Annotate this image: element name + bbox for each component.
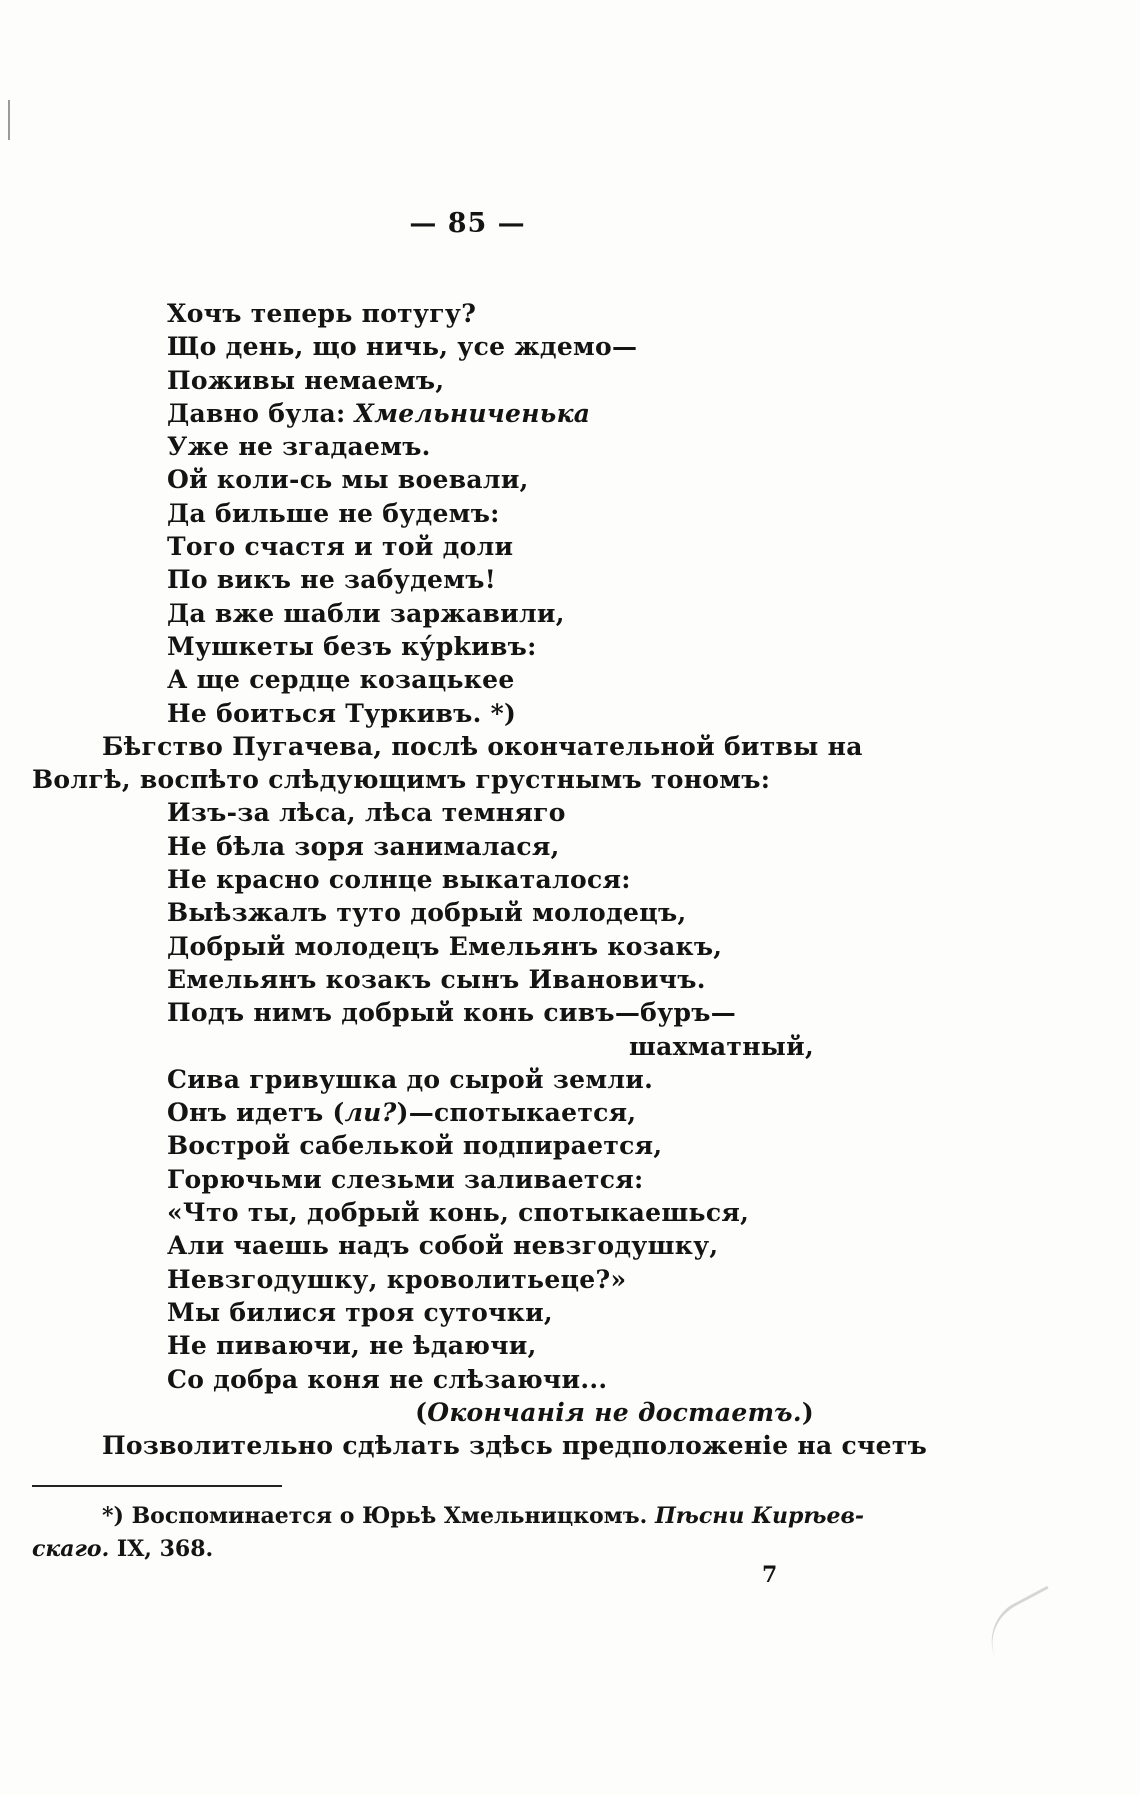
verse-line: Емельянъ козакъ сынъ Ивановичъ. xyxy=(167,964,706,994)
paragraph-line: Бѣгство Пугачева, послѣ окончательной битвы на xyxy=(102,731,863,761)
footnote-italic: скаго. xyxy=(32,1536,110,1562)
verse-line: Поживы немаемъ, xyxy=(167,365,445,395)
footnote-italic: Пѣсни Кирѣев- xyxy=(655,1503,865,1529)
footnote-line xyxy=(32,1533,822,1566)
verse-line: Мы билися троя суточки, xyxy=(167,1297,553,1327)
verse-line-italic: ли? xyxy=(344,1098,397,1128)
signature-mark: 7 xyxy=(762,1562,778,1588)
footnote-rule xyxy=(32,1485,282,1487)
verse-line: Не пиваючи, не ѣдаючи, xyxy=(167,1331,537,1361)
verse-line: Сива гривушка до сырой земли. xyxy=(167,1064,654,1094)
verse-line: Того счастя и той доли xyxy=(167,532,514,562)
footnote-text: IX, 368. xyxy=(109,1536,214,1562)
ending-note-open: ( xyxy=(415,1397,428,1427)
verse-line: Да бильше не будемъ: xyxy=(167,498,500,528)
verse-line: Не боиться Туркивъ. *) xyxy=(167,698,517,728)
page-curl-mark xyxy=(977,1586,1068,1662)
verse-line: Не красно солнце выкаталося: xyxy=(167,865,631,895)
verse-line-prefix: Давно була: xyxy=(167,398,355,428)
verse-line: «Что ты, добрый конь, спотыкаешься, xyxy=(167,1198,750,1228)
verse-line: Горючьми слезьми заливается: xyxy=(167,1164,644,1194)
verse-line: Ой коли-сь мы воевали, xyxy=(167,465,529,495)
verse-line: Вострой сабелькой подпирается, xyxy=(167,1131,663,1161)
verse-line: Мушкеты безъ ку́рkивъ: xyxy=(167,631,537,661)
ending-note xyxy=(32,1396,822,1429)
scan-edge-mark xyxy=(8,100,10,140)
verse-line-prefix: Онъ идетъ ( xyxy=(167,1098,345,1128)
verse-line: А ще сердце козацькее xyxy=(167,665,515,695)
paragraph-line: Позволительно сдѣлать здѣсь предположеніе на счетъ xyxy=(102,1431,928,1461)
page-number: — 85 — xyxy=(409,208,526,239)
verse-line: Не бѣла зоря занималася, xyxy=(167,831,560,861)
verse-line: Добрый молодецъ Емельянъ козакъ, xyxy=(167,931,723,961)
verse-line: Изъ-за лѣса, лѣса темняго xyxy=(167,798,566,828)
verse-line: По викъ не забудемъ! xyxy=(167,565,497,595)
ending-note-italic: Окончанія не достаетъ. xyxy=(427,1397,802,1427)
paragraph-line: Волгѣ, воспѣто слѣдующимъ грустнымъ тономъ: xyxy=(32,765,771,795)
main-text xyxy=(32,297,928,1462)
verse-line: Да вже шабли заржавили, xyxy=(167,598,565,628)
verse-line-italic: Хмельниченька xyxy=(354,398,591,428)
verse-line xyxy=(32,397,822,430)
verse-line xyxy=(32,1096,822,1129)
ending-note-close: ) xyxy=(801,1397,814,1427)
verse-line: Хочъ теперь потугу? xyxy=(167,299,477,328)
verse-line: Со добра коня не слѣзаючи... xyxy=(167,1364,608,1394)
verse-line: Али чаешь надъ собой невзгодушку, xyxy=(167,1231,719,1261)
verse-line: Уже не згадаемъ. xyxy=(167,432,431,462)
verse-line: Невзгодушку, кроволитьеце?» xyxy=(167,1264,627,1294)
footnote xyxy=(32,1500,865,1566)
verse-line: Подъ нимъ добрый конь сивъ—буръ— xyxy=(167,998,737,1028)
footnote-text: *) Воспоминается о Юрьѣ Хмельницкомъ. xyxy=(102,1503,655,1529)
verse-line: Выѣзжалъ туто добрый молодецъ, xyxy=(167,898,687,928)
verse-line-continuation: шахматный, xyxy=(629,1031,814,1061)
verse-line: Що день, що ничь, усе ждемо— xyxy=(167,332,638,362)
verse-line-suffix: )—спотыкается, xyxy=(396,1098,637,1128)
footnote-line xyxy=(32,1500,865,1533)
